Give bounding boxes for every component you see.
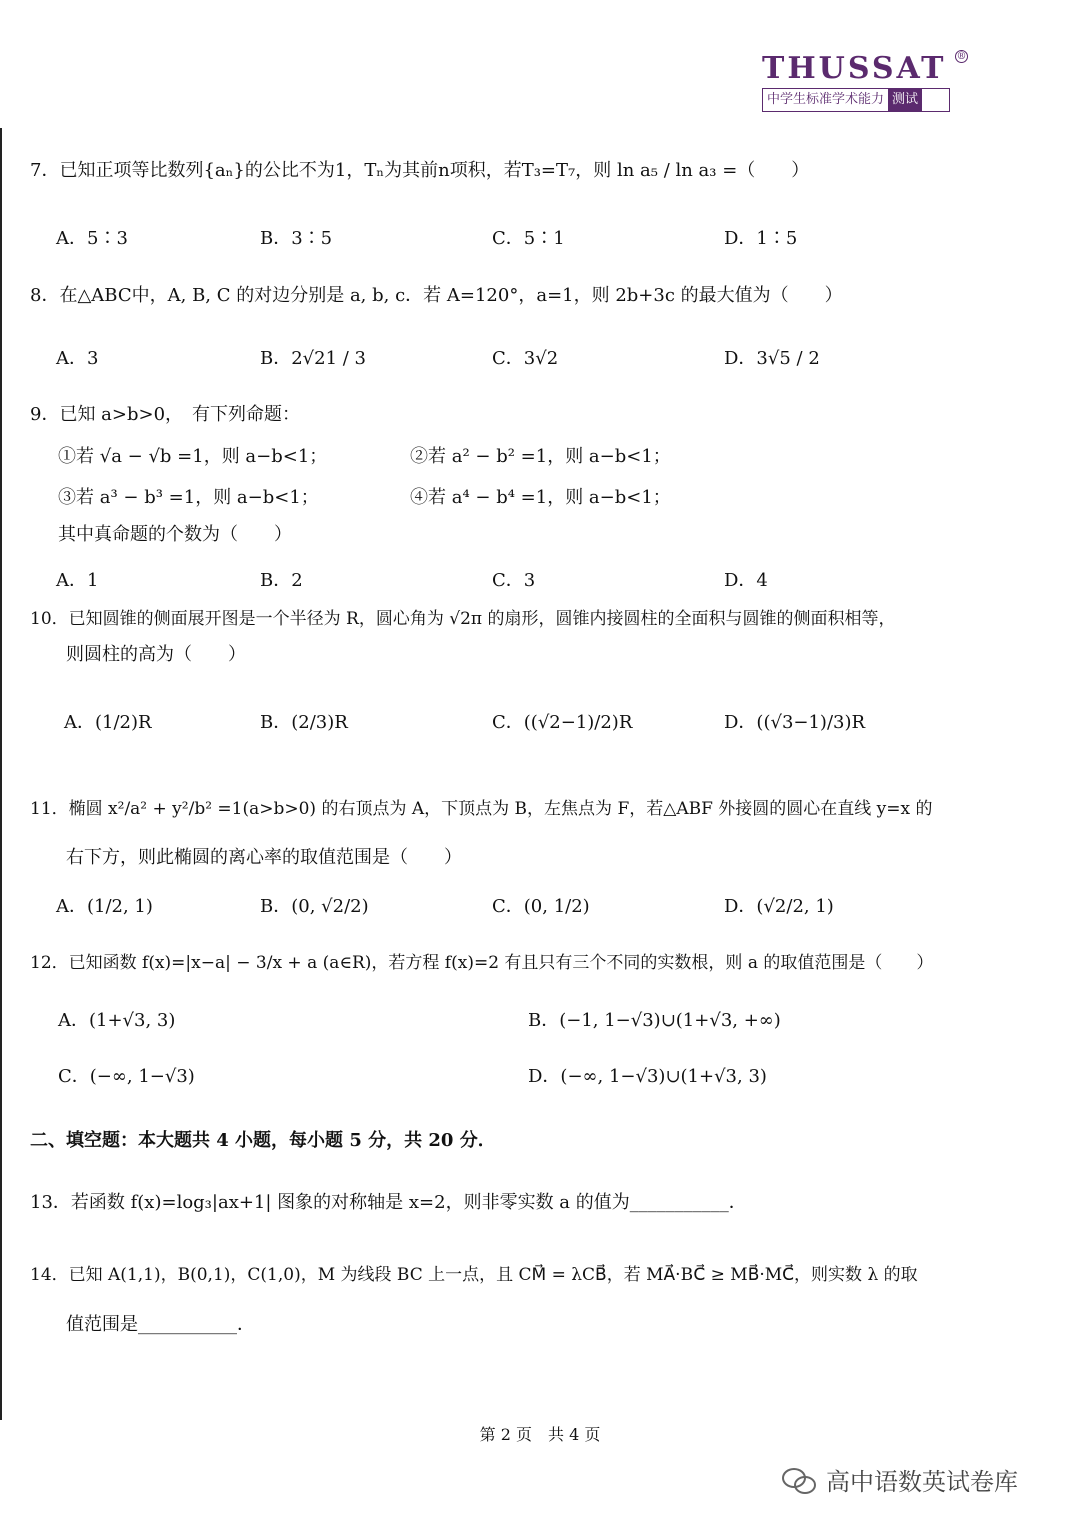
q9-option-a: A．1: [56, 570, 99, 591]
q10-option-c: C．((√2−1)/2)R: [492, 712, 633, 733]
left-margin-rule: [0, 128, 2, 1420]
q8-option-c: C．3√2: [492, 348, 559, 369]
logo-wordmark: THUSSAT: [762, 51, 947, 86]
question-10-stem: 10．已知圆锥的侧面展开图是一个半径为 R，圆心角为 √2π 的扇形，圆锥内接圆柱的全面积与圆锥的侧面积相等，: [30, 609, 896, 629]
question-14: 14．已知 A(1,1)，B(0,1)，C(1,0)，M 为线段 BC 上一点，且 CM⃗ = λCB⃗，若 MA⃗·BC⃗ ≥ MB⃗·MC⃗，则实数 λ 的取: [30, 1265, 918, 1285]
q12-option-b: B．(−1, 1−√3)∪(1+√3, +∞): [528, 1010, 781, 1031]
q7-option-b: B．3∶5: [260, 228, 333, 249]
logo-tag: 测试: [888, 89, 922, 111]
logo-subtitle: 中学生标准学术能力: [767, 92, 885, 107]
watermark: [782, 1462, 1018, 1497]
q7-option-a: A．5∶3: [56, 228, 128, 249]
q10-option-d: D．((√3−1)/3)R: [724, 712, 866, 733]
page-footer: 第 2 页 共 4 页: [479, 1425, 601, 1444]
registered-mark-icon: ®: [956, 51, 967, 62]
q7-option-c: C．5∶1: [492, 228, 565, 249]
watermark-text: 高中语数英试卷库: [826, 1468, 1018, 1496]
q12-option-a: A．(1+√3, 3): [58, 1010, 176, 1031]
q8-option-d: D．3√5 / 2: [724, 348, 820, 369]
q12-option-d: D．(−∞, 1−√3)∪(1+√3, 3): [528, 1066, 767, 1087]
q9-tail: 其中真命题的个数为（ ）: [58, 524, 292, 545]
q9-proposition-4: ④若 a⁴ − b⁴ =1，则 a−b<1；: [410, 487, 671, 508]
q11-option-c: C．(0, 1/2): [492, 896, 590, 917]
q10-option-b: B．(2/3)R: [260, 712, 348, 733]
thussat-logo: [762, 51, 967, 112]
q11-option-d: D．(√2/2, 1): [724, 896, 834, 917]
question-11-stem: 11．椭圆 x²/a² + y²/b² =1(a>b>0) 的右顶点为 A，下顶点为 B，左焦点为 F，若△ABF 外接圆的圆心在直线 y=x 的: [30, 799, 933, 819]
question-10-stem-2: 则圆柱的高为（ ）: [66, 644, 246, 665]
question-12-stem: 12．已知函数 f(x)=|x−a| − 3/x + a (a∈R)，若方程 f(x)=2 有且只有三个不同的实数根，则 a 的取值范围是（ ）: [30, 953, 934, 973]
q11-option-a: A．(1/2, 1): [56, 896, 153, 917]
logo-subtitle-bar: [762, 88, 950, 112]
q12-option-c: C．(−∞, 1−√3): [58, 1066, 195, 1087]
q9-option-c: C．3: [492, 570, 536, 591]
question-7-stem: 7．已知正项等比数列{aₙ}的公比不为1，Tₙ为其前n项积，若T₃=T₇，则 ln a₅ / ln a₃ =（ ）: [30, 160, 810, 181]
question-8-stem: 8．在△ABC中，A, B, C 的对边分别是 a, b, c．若 A=120°，a=1，则 2b+3c 的最大值为（ ）: [30, 285, 843, 306]
q9-option-d: D．4: [724, 570, 768, 591]
q9-proposition-3: ③若 a³ − b³ =1，则 a−b<1；: [58, 487, 319, 508]
question-13: 13．若函数 f(x)=log₃|ax+1| 图象的对称轴是 x=2，则非零实数 a 的值为___________．: [30, 1192, 747, 1213]
wechat-icon: [782, 1466, 818, 1494]
q8-option-a: A．3: [56, 348, 99, 369]
q10-option-a: A．(1/2)R: [64, 712, 152, 733]
q8-option-b: B．2√21 / 3: [260, 348, 367, 369]
q9-proposition-2: ②若 a² − b² =1，则 a−b<1；: [410, 446, 671, 467]
question-9-stem: 9．已知 a>b>0， 有下列命题：: [30, 404, 301, 425]
q9-proposition-1: ①若 √a − √b =1，则 a−b<1；: [58, 446, 328, 467]
question-14-line-2: 值范围是___________．: [66, 1314, 255, 1335]
section-2-heading: 二、填空题：本大题共 4 小题，每小题 5 分，共 20 分．: [30, 1130, 496, 1151]
question-11-stem-2: 右下方，则此椭圆的离心率的取值范围是（ ）: [66, 847, 462, 868]
q9-option-b: B．2: [260, 570, 303, 591]
q11-option-b: B．(0, √2/2): [260, 896, 369, 917]
q7-option-d: D．1∶5: [724, 228, 798, 249]
